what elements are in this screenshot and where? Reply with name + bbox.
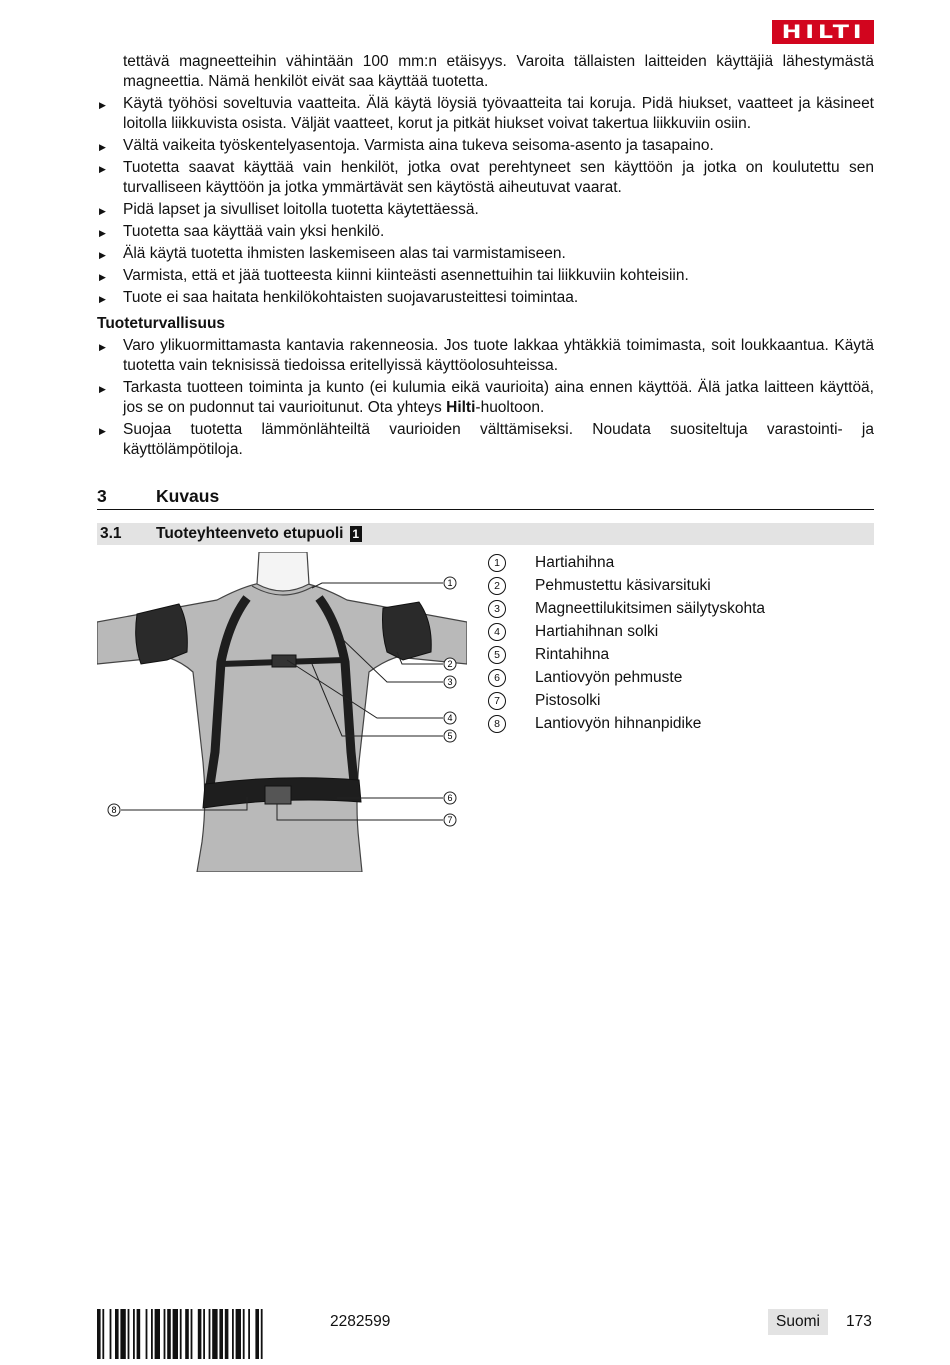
- barcode: [97, 1309, 315, 1359]
- left-arm-pad: [136, 604, 188, 664]
- section-title: Kuvaus: [156, 486, 220, 506]
- neck-shape: [257, 552, 309, 591]
- bullet-arrow-icon: ▶: [99, 206, 106, 216]
- callout-5: 5: [447, 731, 453, 741]
- legend-item: [487, 691, 867, 714]
- page-number: 173: [846, 1313, 872, 1330]
- document-number: 2282599: [330, 1313, 391, 1330]
- list-item: ▶ Varmista, että et jää tuotteesta kiinni kiinteästi asennettuihin tai liikkuviin kohteisiin.: [97, 266, 874, 286]
- product-safety-bullets: [97, 336, 874, 460]
- callout-6: 6: [447, 793, 453, 803]
- legend-number: 3: [488, 600, 506, 618]
- subsection-heading: [97, 523, 874, 545]
- bullet-arrow-icon: ▶: [99, 384, 106, 394]
- legend-label: Hartiahihnan solki: [535, 623, 659, 640]
- bullet-arrow-icon: ▶: [99, 294, 106, 304]
- legend-item: [487, 714, 867, 737]
- bullet-arrow-icon: ▶: [99, 100, 106, 110]
- bullet-arrow-icon: ▶: [99, 250, 106, 260]
- safety-bullets: [97, 94, 874, 308]
- legend-item: [487, 553, 867, 576]
- hip-buckle: [265, 786, 291, 804]
- chest-buckle: [272, 655, 296, 667]
- callout-8: 8: [111, 805, 117, 815]
- list-item: ▶ Tuotetta saa käyttää vain yksi henkilö.: [97, 222, 874, 242]
- harness-illustration: [97, 552, 467, 872]
- callout-4: 4: [447, 713, 453, 723]
- legend-number: 6: [488, 669, 506, 687]
- legend-number: 2: [488, 577, 506, 595]
- list-item: ▶ Tarkasta tuotteen toiminta ja kunto (ei kulumia eikä vaurioita) aina ennen käyttöä. Älä jatka laitteen käyttöä, jos se on pudonnut tai vaurioitunut. Ota yhteys Hilti-huoltoon.: [99, 379, 874, 416]
- callout-3: 3: [447, 677, 453, 687]
- bullet-arrow-icon: ▶: [99, 426, 106, 436]
- bullet-arrow-icon: ▶: [99, 142, 106, 152]
- legend-number: 5: [488, 646, 506, 664]
- legend-number: 8: [488, 715, 506, 733]
- list-item: ▶ Pidä lapset ja sivulliset loitolla tuotetta käytettäessä.: [97, 200, 874, 220]
- legend-label: Magneettilukitsimen säilytyskohta: [535, 600, 766, 617]
- logo-text: HILTI: [781, 21, 865, 43]
- legend-label: Lantiovyön hihnanpidike: [535, 715, 702, 732]
- list-item: ▶ Varo ylikuormittamasta kantavia rakenneosia. Jos tuote lakkaa yhtäkkiä toimimasta, soit loukkaantua. Käytä tuotetta vain teknisissä tiedoissa eritellyissä käyttöolosuhteissa.: [99, 337, 874, 374]
- bullet-arrow-icon: ▶: [99, 228, 106, 238]
- callout-7: 7: [447, 815, 453, 825]
- legend-item: [487, 668, 867, 691]
- bullet-arrow-icon: ▶: [99, 272, 106, 282]
- bullet-arrow-icon: ▶: [99, 342, 106, 352]
- callout-1: 1: [447, 578, 453, 588]
- legend-number: 4: [488, 623, 506, 641]
- list-item: ▶ Tuote ei saa haitata henkilökohtaisten suojavarusteittesi toimintaa.: [97, 288, 874, 308]
- subsection-number: 3.1: [100, 525, 122, 542]
- bullet-arrow-icon: ▶: [99, 164, 106, 174]
- figure-legend: [487, 553, 867, 737]
- callout-2: 2: [447, 659, 453, 669]
- figure-reference: 1: [350, 526, 362, 542]
- section-heading: [97, 485, 874, 510]
- brand-name: Hilti: [446, 399, 476, 416]
- safety-text: [97, 52, 874, 460]
- legend-item: [487, 645, 867, 668]
- legend-item: [487, 576, 867, 599]
- legend-number: 1: [488, 554, 506, 572]
- legend-label: Rintahihna: [535, 646, 610, 663]
- section-number: 3: [97, 486, 107, 506]
- list-item: ▶ Vältä vaikeita työskentelyasentoja. Varmista aina tukeva seisoma-asento ja tasapaino.: [97, 136, 874, 156]
- list-item: ▶ Käytä työhösi soveltuvia vaatteita. Älä käytä löysiä työvaatteita tai koruja. Pidä hiukset, vaatteet ja käsineet loitolla liikkuvista osista. Väljät vaatteet, korut ja pitkät hiukset voivat takertua liikkuviin osiin.: [99, 95, 874, 132]
- right-arm-pad: [383, 602, 432, 660]
- hilti-logo: [772, 20, 874, 44]
- legend-item: [487, 599, 867, 622]
- list-item: ▶ Suojaa tuotetta lämmönlähteiltä vaurioiden välttämiseksi. Noudata suositeltuja varastointi- ja käyttölämpötiloja.: [99, 421, 874, 458]
- language-label: Suomi: [768, 1309, 828, 1335]
- product-safety-heading: Tuoteturvallisuus: [97, 315, 226, 332]
- legend-number: 7: [488, 692, 506, 710]
- legend-label: Pistosolki: [535, 692, 601, 709]
- list-item: ▶ Älä käytä tuotetta ihmisten laskemiseen alas tai varmistamiseen.: [97, 244, 874, 264]
- legend-label: Pehmustettu käsivarsituki: [535, 577, 711, 594]
- legend-item: [487, 622, 867, 645]
- subsection-title: Tuoteyhteenveto etupuoli 1: [156, 525, 362, 543]
- legend-label: Lantiovyön pehmuste: [535, 669, 683, 686]
- legend-label: Hartiahihna: [535, 554, 615, 571]
- list-item: ▶ Tuotetta saavat käyttää vain henkilöt, jotka ovat perehtyneet sen käyttöön ja jotka on koulutettu sen turvalliseen käyttöön ja jotka ymmärtävät sen käytöstä aiheutuvat vaarat.: [99, 159, 874, 196]
- continuation-paragraph: tettävä magneetteihin vähintään 100 mm:n etäisyys. Varoita tällaisten laitteiden käyttäjiä lähestymästä magneettia. Nämä henkilöt eivät saa käyttää tuotetta.: [123, 53, 874, 90]
